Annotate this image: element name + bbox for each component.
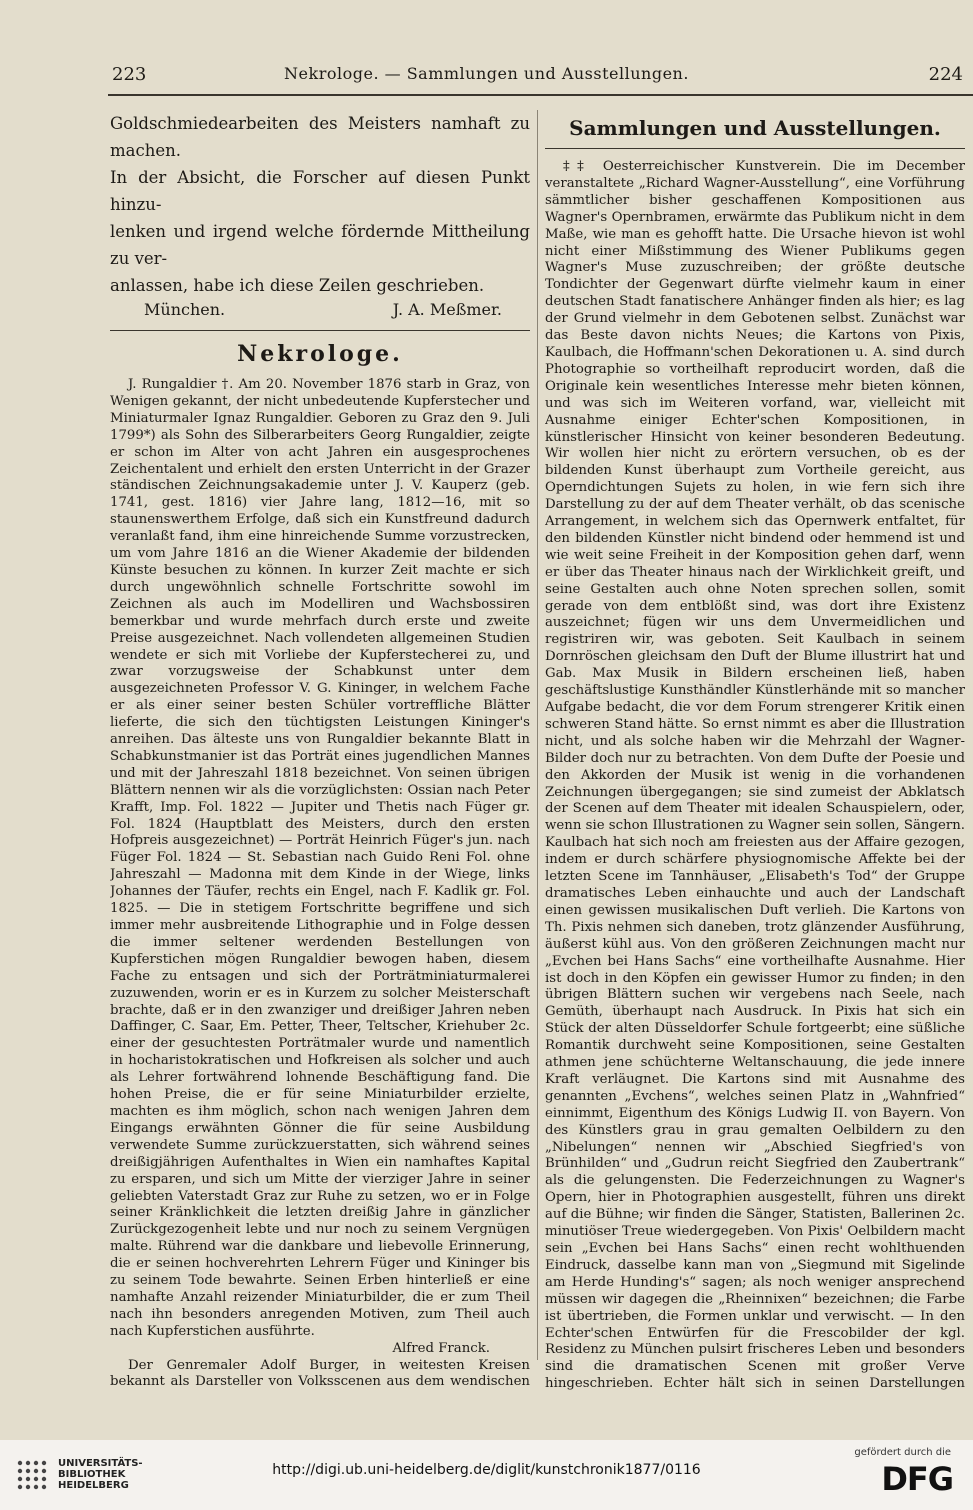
header-rule — [108, 94, 973, 96]
column-divider — [537, 110, 538, 1360]
digitization-footer — [0, 1440, 973, 1510]
funded-by-label: gefördert durch die — [854, 1447, 951, 1458]
section-title-sammlungen: Sammlungen und Ausstellungen. — [569, 116, 941, 140]
running-title: Nekrologe. — Sammlungen und Ausstellungen. — [284, 64, 689, 83]
intro-line-4: anlassen, habe ich diese Zeilen geschrieben. — [110, 276, 485, 295]
right-column — [545, 110, 965, 1390]
permalink-url[interactable]: http://digi.ub.uni-heidelberg.de/diglit/kunstchronik1877/0116 — [272, 1462, 701, 1478]
page-number-left: 223 — [112, 64, 147, 85]
obituary-rungaldier-author: Alfred Franck. — [392, 1340, 490, 1356]
intro-line-2: In der Absicht, die Forscher auf diesen Punkt hinzu- — [110, 168, 530, 214]
obituary-rungaldier: J. Rungaldier †. Am 20. November 1876 starb in Graz, von Wenigen gekannt, der nicht unbedeutende Kupferstecher und Miniaturmaler Ignaz Rungaldier. Geboren zu Graz den 9. Juli 1799*) als Sohn des Silberarbeiters Georg Rungaldier, zeigte er schon im Alter von acht Jahren ein ausgesprochenes Zeichentalent und erhielt den ersten Unterricht in der Grazer ständischen Zeichnungsakademie unter J. V. Kauperz (geb. 1741, gest. 1816) vier Jahre lang, 1812—16, mit so staunenswerthem Erfolge, daß sich ein Kunstfreund dadurch veranlaßt fand, ihm eine hinreichende Summe vorzustrecken, um vom Jahre 1816 an die Wiener Akademie der bildenden Künste besuchen zu können. In kurzer Zeit machte er sich durch ungewöhnlich schnelle Fortschritte sowohl im Zeichnen als auch im Modelliren und Wachsbossiren bemerkbar und wurde mehrfach durch erste und zweite Preise ausgezeichnet. Nach vollendeten allgemeinen Studien wendete er sich mit Vorliebe der Kupferstecherei zu, und zwar vorzugsweise der Schabkunst unter dem ausgezeichneten Professor V. G. Kininger, in welchem Fache er als einer seiner besten Schüler vortreffliche Blätter lieferte, die sich den tüchtigsten Leistungen Kininger's anreihen. Das älteste uns von Rungaldier bekannte Blatt in Schabkunstmanier ist das Porträt eines jugendlichen Mannes und mit der Jahreszahl 1818 bezeichnet. Von seinen übrigen Blättern nennen wir als die vorzüglichsten: Ossian nach Peter Krafft, Imp. Fol. 1822 — Jupiter und Thetis nach Füger gr. Fol. 1824 (Hauptblatt des Meisters, durch den ersten Hofpreis ausgezeichnet) — Porträt Heinrich Füger's jun. nach Füger Fol. 1824 — St. Sebastian nach Guido Reni Fol. ohne Jahreszahl — Madonna mit dem Kinde in der Wiege, links Johannes der Täufer, rechts ein Engel, nach F. Kadlik gr. Fol. 1825. — Die in stetigem Fortschritte begriffene und sich immer mehr ausbreitende Lithographie und in Folge dessen die immer seltener werdenden Bestellungen von Kupferstichen mögen Rungaldier bewogen haben, diesem Fache zu entsagen und sich der Porträtminiaturmalerei zuzuwenden, worin er es in Kurzem zu solcher Meisterschaft brachte, daß er in den zwanziger und dreißiger Jahren neben Daffinger, C. Saar, Em. Petter, Theer, Teltscher, Kriehuber 2c. einer der gesuchtesten Porträtmaler wurde und namentlich in hocharistokratischen und Hofkreisen als solcher und auch als Lehrer fortwährend lohnende Beschäftigung fand. Die hohen Preise, die er für seine Miniaturbilder erzielte, machten es ihm möglich, schon nach wenigen Jahren dem Eingangs erwähnten Gönner die für seine Ausbildung verwendete Summe zurückzuerstatten, sich während seines dreißigjährigen Aufenthaltes in Wien ein namhaftes Kapital zu ersparen, und sich um Mitte der vierziger Jahre in seiner geliebten Vaterstadt Graz zur Ruhe zu setzen, wo er in Folge seiner Kränklichkeit die letzten dreißig Jahre in gänzlicher Zurückgezogenheit lebte und nur noch zu seinem Vergnügen malte. Rührend war die dankbare und liebevolle Erinnerung, die er seinen hochverehrten Lehrern Füger und Kininger bis zu seinem Tode bewahrte. Seinen Erben hinterließ er eine namhafte Anzahl reizender Miniaturbilder, die er zum Theil nach ihn besonders anregenden Motiven, zum Theil auch nach Kupferstichen ausführte. — [110, 377, 530, 1339]
library-line-2: BIBLIOTHEK — [58, 1469, 126, 1480]
section-title-nekrologe: Nekrologe. — [237, 341, 403, 367]
obituary-burger: Der Genremaler Adolf Burger, in weitesten Kreisen bekannt als Darsteller von Volksscenen aus dem wendischen — [110, 1357, 530, 1390]
intro-line-3: lenken und irgend welche fördernde Mittheilung zu ver- — [110, 222, 530, 268]
section-rule — [110, 330, 530, 331]
intro-author: J. A. Meßmer. — [392, 300, 502, 319]
article-kunstverein: ‡‡ Oesterreichischer Kunstverein. Die im December veranstaltete „Richard Wagner-Ausstellung“, eine Vorführung sämmtlicher bisher geschaffenen Kompositionen aus Wagner's Opernbramen, erwärmte das Publikum nicht in dem Maße, wie man es gehofft hatte. Die Ursache hievon ist wohl nicht einer Mißstimmung des Wiener Publikums gegen Wagner's Muse zuzuschreiben; der größte deutsche Tondichter der Gegenwart dürfte vielmehr kaum in einer deutschen Stadt fanatischere Anhänger finden als hier; es lag der Grund vielmehr in dem Gebotenen selbst. Zunächst war das Beste davon nichts Neues; die Kartons von Pixis, Kaulbach, die Hoffmann'schen Dekorationen u. A. sind durch Photographie so vortheilhaft reproducirt worden, daß die Originale kein wesentliches Interesse mehr bieten können, und was sich im Weiteren vorfand, war, vielleicht mit Ausnahme einiger Echter'schen Kompositionen, in künstlerischer Hinsicht von keiner besonderen Bedeutung. Wir wollen hier nicht zu erörtern versuchen, ob es der bildenden Kunst überhaupt zum Vortheile gereicht, aus Operndichtungen Sujets zu holen, in wie fern sich ihre Darstellung zu der auf dem Theater verhält, ob das scenische Arrangement, in welchem sich das Opernwerk entfaltet, für den bildenden Künstler nicht bindend oder hemmend ist und wie weit seine Freiheit in der Komposition gehen darf, wenn er über das Theater hinaus nach der Wirklichkeit greift, und seine Gestalten auch ohne Noten sprechen sollen, somit gerade von dem entblößt sind, was dort ihre Existenz auszeichnet; fügen wir uns dem Unvermeidlichen und registriren wir, was geboten. Seit Kaulbach in seinem Dornröschen gleichsam den Duft der Blume illustrirt hat und Gab. Max Musik in Bildern erscheinen ließ, haben geschäftslustige Kunsthändler Künstlerhände mit so mancher Aufgabe bedacht, die vor dem Forum strengerer Kritik einen schweren Stand hätte. So ernst nimmt es aber die Illustration nicht, und als solche haben wir die Mehrzahl der Wagner-Bilder doch nur zu betrachten. Von dem Dufte der Poesie und den Akkorden der Musik ist wenig in die vorhandenen Zeichnungen übergegangen; sie sind zumeist der Abklatsch der Scenen auf dem Theater mit idealen Schauspielern, oder, wenn sie schon Illustrationen zu Wagner sein sollen, Sängern. Kaulbach hat sich noch am freiesten aus der Affaire gezogen, indem er durch schärfere physiognomische Affekte bei der letzten Scene im Tannhäuser, „Elisabeth's Tod“ der Gruppe dramatisches Leben einhauchte und auch der Landschaft einen gewissen musikalischen Duft verlieh. Die Kartons von Th. Pixis nehmen sich daneben, trotz glänzender Ausführung, äußerst kühl aus. Von den größeren Zeichnungen macht nur „Evchen bei Hans Sachs“ eine vortheilhafte Ausnahme. Hier ist doch in den Köpfen ein gewisser Humor zu finden; in den übrigen Blättern suchen wir vergebens nach Seele, nach Gemüth, überhaupt nach Ausdruck. In Pixis hat sich ein Stück der alten Düsseldorfer Schule fortgeerbt; eine süßliche Romantik durchweht seine Kompositionen, seine Gestalten athmen jene schüchterne Weltanschauung, die jede innere Kraft verläugnet. Die Kartons sind mit Ausnahme des genannten „Evchens“, welches seinen Platz in „Wahnfried“ einnimmt, Eigenthum des Königs Ludwig II. von Bayern. Von des Künstlers grau in grau gemalten Oelbildern zu den „Nibelungen“ nennen wir „Abschied Siegfried's von Brünhilden“ und „Gudrun reicht Siegfried den Zaubertrank“ als die gelungensten. Die Federzeichnungen zu Wagner's Opern, hier in Photographien ausgestellt, führen uns direkt auf die Bühne; wir finden die Sänger, Statisten, Ballerinen 2c. minutiöser Treue wiedergegeben. Von Pixis' Oelbildern macht sein „Evchen bei Hans Sachs“ einen recht wohlthuenden Eindruck, dasselbe kann man von „Siegmund mit Sigelinde am Herde Hunding's“ sagen; als noch weniger ansprechend müssen wir dagegen die „Rheinnixen“ bezeichnen; die Farbe ist übertrieben, die Formen unklar und verwischt. — In den Echter'schen Entwürfen für die Frescobilder der kgl. Residenz zu München pulsirt frischeres Leben und besonders sind die dramatischen Scenen mit großer Verve hingeschrieben. Echter hält sich in seinen Darstellungen — [545, 159, 965, 1390]
left-column — [110, 110, 530, 1390]
intro-line-1: Goldschmiedearbeiten des Meisters namhaft zu machen. — [110, 114, 530, 160]
page-number-right: 224 — [928, 64, 963, 85]
intro-signature — [110, 299, 530, 321]
section-title-rule — [545, 148, 965, 149]
intro-place: München. — [144, 300, 226, 319]
library-line-3: HEIDELBERG — [58, 1480, 129, 1491]
dfg-logo: DFG — [881, 1460, 953, 1498]
library-line-1: UNIVERSITÄTS- — [58, 1458, 143, 1469]
